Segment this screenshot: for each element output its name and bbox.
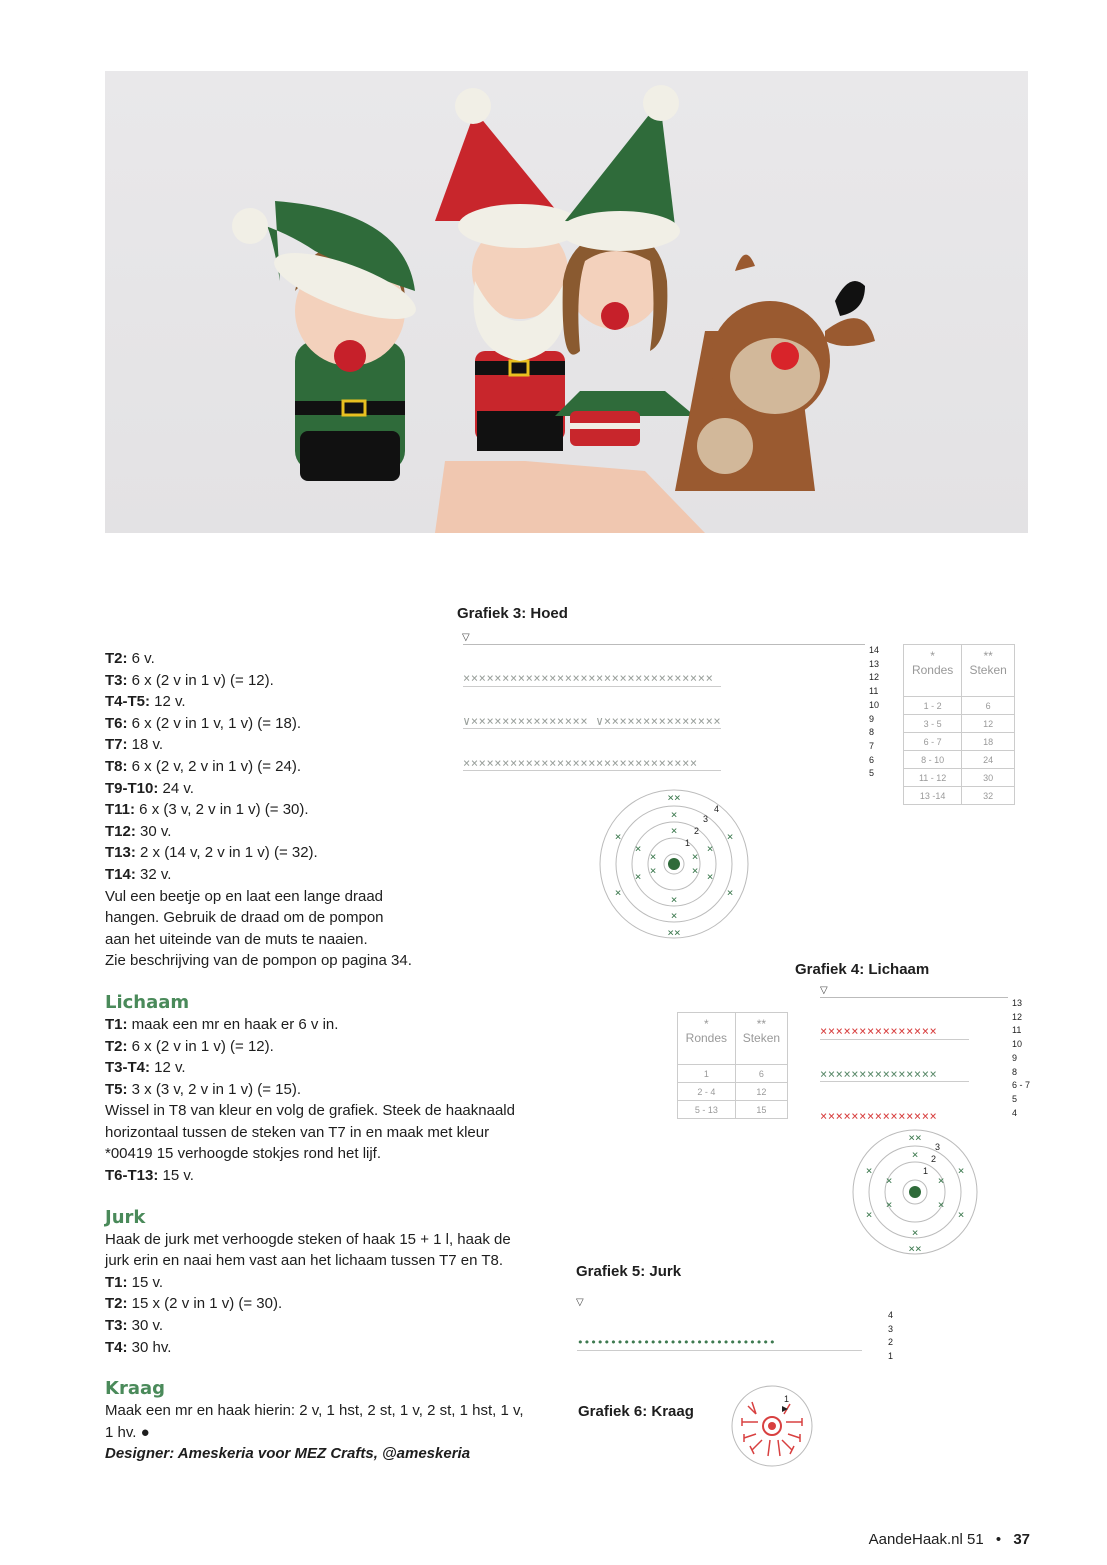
section-heading-jurk: Jurk — [105, 1206, 146, 1228]
pattern-row: T11: 6 x (3 v, 2 v in 1 v) (= 30). — [105, 801, 309, 819]
row-number: 10 — [869, 699, 880, 710]
svg-text:×: × — [865, 1164, 873, 1177]
row-number: 12 — [869, 672, 880, 683]
table-header: ** Steken — [962, 645, 1015, 697]
svg-text:×: × — [885, 1174, 893, 1187]
row-number: 4 — [1012, 1107, 1018, 1118]
body-text: Maak een mr en haak hierin: 2 v, 1 hst, 2 st, 1 v, 2 st, 1 hst, 1 v, — [105, 1402, 524, 1420]
table-row: 13 -14 32 — [904, 787, 1015, 805]
section-heading-lichaam: Lichaam — [105, 991, 190, 1013]
row-number: 11 — [869, 686, 879, 697]
row-number: 9 — [869, 713, 875, 724]
body-text: hangen. Gebruik de draad om de pompon — [105, 909, 384, 927]
page-footer — [869, 1531, 1030, 1548]
pattern-row: T3: 30 v. — [105, 1317, 164, 1335]
svg-text:×: × — [614, 886, 622, 899]
svg-text:××: ×× — [908, 1131, 922, 1144]
round-label: 3 — [703, 814, 709, 824]
svg-text:×: × — [937, 1174, 945, 1187]
table-row: 2 - 4 12 — [678, 1083, 788, 1101]
pattern-row: T9-T10: 24 v. — [105, 779, 194, 797]
chart-title-hoed: Grafiek 3: Hoed — [457, 605, 568, 622]
svg-text:×: × — [670, 824, 678, 837]
pattern-row: T2: 15 x (2 v in 1 v) (= 30). — [105, 1295, 283, 1313]
row-number: 8 — [1012, 1066, 1018, 1077]
table-row: 1 - 2 6 — [904, 697, 1015, 715]
table-row: 6 - 7 18 — [904, 733, 1015, 751]
svg-text:×: × — [634, 842, 642, 855]
body-text: aan het uiteinde van de muts te naaien. — [105, 930, 368, 948]
body-text: Haak de jurk met verhoogde steken of haak 15 + 1 l, haak de — [105, 1230, 511, 1248]
svg-text:×: × — [957, 1208, 965, 1221]
chart-title-jurk: Grafiek 5: Jurk — [576, 1263, 682, 1280]
svg-text:×: × — [865, 1208, 873, 1221]
pattern-row: T8: 6 x (2 v, 2 v in 1 v) (= 24). — [105, 757, 302, 775]
row-numbers — [869, 644, 879, 781]
footer-bullet: • — [995, 1531, 1002, 1548]
body-text: horizontaal tussen de steken van T7 in en maak met kleur — [105, 1123, 490, 1141]
footer-site: AandeHaak.nl 51 — [868, 1531, 984, 1548]
pattern-row: T6-T13: 15 v. — [105, 1167, 194, 1185]
body-text: Wissel in T8 van kleur en volg de grafiek. Steek de haaknaald — [105, 1102, 515, 1120]
row-number: 5 — [1012, 1093, 1018, 1104]
start-marker-icon: ▽ — [462, 632, 470, 643]
chart-jurk-rows — [577, 1309, 883, 1365]
round-label: 2 — [931, 1154, 937, 1164]
pattern-row: T13: 2 x (14 v, 2 v in 1 v) (= 32). — [105, 844, 318, 862]
row-number: 10 — [1012, 1039, 1023, 1050]
row-number: 6 — [869, 754, 875, 765]
svg-text:××: ×× — [667, 926, 681, 939]
svg-text:×: × — [911, 1226, 919, 1239]
stitch-row: ××××××××××××××× — [820, 1068, 969, 1083]
pattern-row: T4-T5: 12 v. — [105, 693, 186, 711]
row-number: 4 — [888, 1310, 894, 1320]
section-heading-kraag: Kraag — [105, 1378, 166, 1400]
svg-text:×: × — [957, 1164, 965, 1177]
body-text: *00419 15 verhoogde stokjes rond het lijf. — [105, 1145, 382, 1163]
svg-text:×: × — [649, 850, 657, 863]
page-number: 37 — [1013, 1531, 1030, 1548]
start-marker-icon: ▽ — [576, 1297, 584, 1308]
table-row: 5 - 13 15 — [678, 1101, 788, 1119]
row-numbers — [1012, 997, 1030, 1120]
pattern-row: T6: 6 x (2 v in 1 v, 1 v) (= 18). — [105, 714, 302, 732]
row-number: 5 — [869, 768, 875, 779]
stitch-rows — [463, 645, 721, 784]
row-number: 13 — [1012, 998, 1023, 1008]
stitch-row: ××××××××××××××× — [820, 1110, 969, 1122]
table-row: 11 - 12 30 — [904, 769, 1015, 787]
pattern-row: T5: 3 x (3 v, 2 v in 1 v) (= 15). — [105, 1080, 302, 1098]
pattern-row: T1: 15 v. — [105, 1273, 164, 1291]
pattern-row: T2: 6 x (2 v in 1 v) (= 12). — [105, 1037, 274, 1055]
svg-text:××: ×× — [908, 1242, 922, 1255]
svg-text:×: × — [726, 886, 734, 899]
stitch-count-table-lichaam — [677, 1012, 788, 1119]
pattern-row: T4: 30 hv. — [105, 1338, 172, 1356]
svg-text:×: × — [885, 1198, 893, 1211]
designer-credit: Designer: Ameskeria voor MEZ Crafts, @ameskeria — [105, 1445, 471, 1463]
stitch-row: ∨××××××××××××××× ∨××××××××××××××× — [463, 713, 722, 728]
finger-puppets-photo — [105, 71, 1028, 533]
pattern-row: T1: maak een mr en haak er 6 v in. — [105, 1015, 339, 1033]
pattern-row: T2: 6 v. — [105, 650, 155, 667]
chart-lichaam-rows — [820, 997, 1008, 1122]
finger-puppets-illustration — [105, 71, 1028, 533]
round-diagram-hoed — [598, 788, 750, 940]
table-row: 8 - 10 24 — [904, 751, 1015, 769]
row-numbers — [888, 1309, 893, 1364]
svg-text:×: × — [726, 830, 734, 843]
row-number: 7 — [869, 740, 875, 751]
round-diagram-lichaam — [851, 1128, 979, 1256]
svg-text:×: × — [691, 864, 699, 877]
round-diagram-kraag — [730, 1384, 814, 1468]
row-number: 1 — [888, 1351, 894, 1362]
stitch-rows — [577, 1309, 862, 1365]
pattern-row: T7: 18 v. — [105, 736, 164, 754]
pattern-row: T12: 30 v. — [105, 822, 172, 840]
stitch-rows — [820, 998, 969, 1122]
pattern-row: T14: 32 v. — [105, 865, 172, 883]
chart-title-kraag: Grafiek 6: Kraag — [578, 1403, 694, 1420]
stitch-row: •••••••••••••••••••••••••••••• — [577, 1336, 862, 1351]
table-row: 3 - 5 12 — [904, 715, 1015, 733]
svg-text:×: × — [691, 850, 699, 863]
row-number: 8 — [869, 727, 875, 738]
body-text: jurk erin en naai hem vast aan het lichaam tussen T7 en T8. — [105, 1252, 504, 1270]
stitch-row: ××××××××××××××× — [820, 1025, 969, 1040]
stitch-row: ×××××××××××××××××××××××××××××××× — [463, 672, 721, 687]
chart-title-lichaam: Grafiek 4: Lichaam — [795, 961, 930, 978]
table-header: * Rondes — [904, 645, 962, 697]
svg-text:×: × — [649, 864, 657, 877]
round-label: 3 — [935, 1142, 941, 1152]
svg-text:×: × — [911, 1148, 919, 1161]
table-header: ** Steken — [735, 1013, 787, 1065]
svg-text:×: × — [670, 909, 678, 922]
svg-text:×: × — [706, 842, 714, 855]
svg-text:×: × — [706, 870, 714, 883]
table-header: * Rondes — [678, 1013, 736, 1065]
pattern-row: T3-T4: 12 v. — [105, 1059, 186, 1077]
body-text: Zie beschrijving van de pompon op pagina 34. — [105, 952, 412, 970]
body-text: Vul een beetje op en laat een lange draad — [105, 887, 384, 905]
round-label: 1 — [685, 838, 691, 848]
table-row: 1 6 — [678, 1065, 788, 1083]
stitch-count-table-hoed — [903, 644, 1015, 805]
round-label: 1 — [784, 1394, 790, 1404]
svg-text:×: × — [670, 808, 678, 821]
round-label: 1 — [923, 1166, 929, 1176]
row-number: 14 — [869, 645, 880, 655]
svg-text:×: × — [670, 893, 678, 906]
round-label: 2 — [694, 826, 700, 836]
round-label: 4 — [714, 804, 720, 814]
svg-text:×: × — [614, 830, 622, 843]
body-text: 1 hv. ● — [105, 1423, 150, 1441]
row-number: 11 — [1012, 1025, 1022, 1036]
svg-text:×: × — [634, 870, 642, 883]
chart-hoed-rows — [463, 644, 865, 784]
svg-text:××: ×× — [667, 791, 681, 804]
row-number: 13 — [869, 658, 880, 669]
row-number: 3 — [888, 1323, 894, 1334]
row-number: 6 - 7 — [1012, 1080, 1031, 1091]
start-marker-icon: ▽ — [820, 985, 828, 996]
pattern-row: T3: 6 x (2 v in 1 v) (= 12). — [105, 671, 274, 689]
row-number: 9 — [1012, 1052, 1018, 1063]
svg-text:×: × — [937, 1198, 945, 1211]
stitch-row: ×××××××××××××××××××××××××××××× — [463, 757, 721, 772]
row-number: 2 — [888, 1337, 894, 1348]
row-number: 12 — [1012, 1011, 1023, 1022]
